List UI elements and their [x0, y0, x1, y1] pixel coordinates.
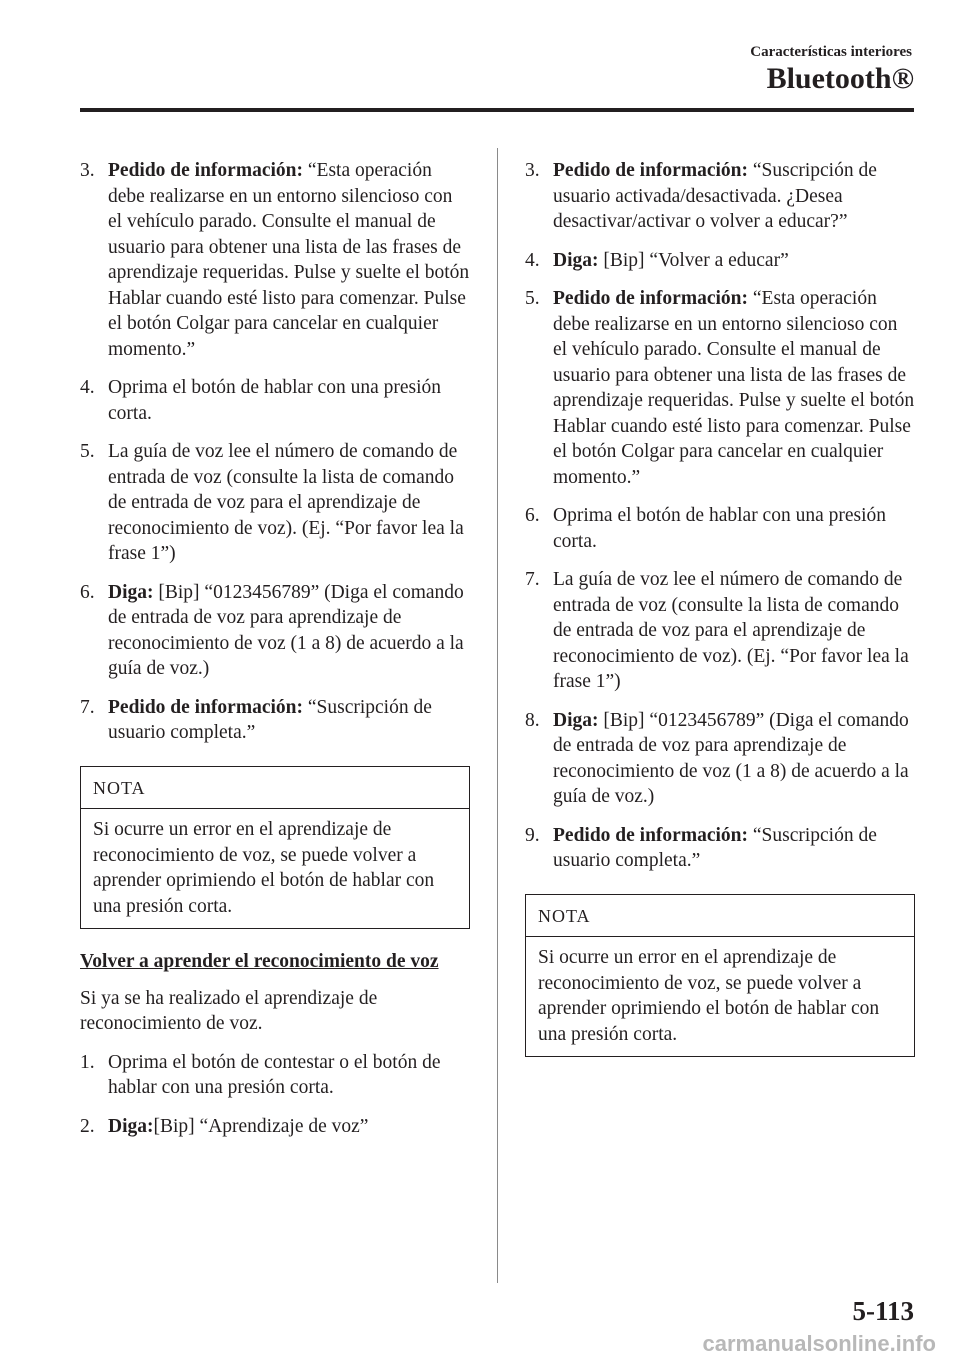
- watermark-text: carmanualsonline.info: [702, 1331, 936, 1356]
- item-lead: Pedido de información:: [108, 696, 303, 718]
- right-steps: [525, 158, 915, 874]
- note-body: Si ocurre un error en el aprendizaje de reconocimiento de voz, se puede volver a aprender oprimiendo el botón de hablar con una presión corta.: [538, 947, 880, 1045]
- item-text: “Suscripción de usuario completa.”: [108, 696, 432, 743]
- item-number: 8.: [525, 709, 540, 731]
- note-box: [525, 894, 915, 1058]
- item-number: 9.: [525, 824, 540, 846]
- item-text: [Bip] “0123456789” (Diga el comando de entrada de voz para aprendizaje de reconocimiento de voz (1 a 8) de acuerdo a la guía de voz.): [553, 709, 909, 807]
- list-item: [80, 439, 470, 567]
- item-number: 3.: [80, 160, 95, 181]
- list-item: [80, 375, 470, 426]
- item-number: 5.: [525, 288, 540, 309]
- item-number: 1.: [80, 1051, 95, 1073]
- item-text: “Suscripción de usuario completa.”: [553, 824, 877, 871]
- item-number: 5.: [80, 441, 95, 462]
- intro-paragraph: Si ya se ha realizado el aprendizaje de reconocimiento de voz.: [80, 987, 378, 1034]
- item-text: “Esta operación debe realizarse en un entorno silencioso con el vehículo parado. Consulte el manual de usuario para obtener una lista de las frases de aprendizaje requeridas. Pulse y suelte el botón Hablar cuando esté listo para comenzar. Pulse el botón Colgar para cancelar en cualquier momento.”: [553, 288, 915, 488]
- item-number: 3.: [525, 160, 540, 181]
- item-number: 2.: [80, 1115, 95, 1137]
- list-item: [525, 708, 915, 810]
- note-body: Si ocurre un error en el aprendizaje de reconocimiento de voz, se puede volver a aprender oprimiendo el botón de hablar con una presión corta.: [93, 819, 435, 917]
- item-number: 6.: [80, 581, 95, 603]
- list-item: [80, 580, 470, 682]
- item-number: 4.: [525, 249, 540, 271]
- list-item: [525, 823, 915, 874]
- list-item: [80, 1050, 470, 1101]
- item-text: [Bip] “Aprendizaje de voz”: [153, 1115, 369, 1137]
- column-divider: [497, 148, 498, 1283]
- item-text: Oprima el botón de hablar con una presión corta.: [108, 377, 442, 424]
- item-text: “Esta operación debe realizarse en un entorno silencioso con el vehículo parado. Consulte el manual de usuario para obtener una lista de las frases de aprendizaje requeridas. Pulse y suelte el botón Hablar cuando esté listo para comenzar. Pulse el botón Colgar para cancelar en cualquier momento.”: [108, 160, 470, 360]
- item-text: Oprima el botón de contestar o el botón de hablar con una presión corta.: [108, 1051, 441, 1098]
- header-divider: [80, 108, 914, 112]
- item-lead: Diga:: [553, 709, 599, 731]
- list-item: [525, 286, 915, 490]
- item-text: La guía de voz lee el número de comando de entrada de voz (consulte la lista de comando de entrada de voz para el aprendizaje de reconocimiento de voz). (Ej. “Por favor lea la frase 1”): [553, 569, 909, 692]
- list-item: [525, 567, 915, 695]
- list-item: [525, 158, 915, 235]
- note-title: NOTA: [526, 895, 914, 938]
- item-lead: Pedido de información:: [553, 160, 748, 181]
- list-item: [80, 1114, 470, 1140]
- item-lead: Diga:: [108, 581, 154, 603]
- page-number: 5-113: [852, 1296, 914, 1326]
- item-number: 6.: [525, 505, 540, 526]
- page-title: Bluetooth®: [766, 62, 914, 95]
- item-lead: Pedido de información:: [553, 824, 748, 846]
- left-steps-top: [80, 158, 470, 746]
- item-text: “Suscripción de usuario activada/desactivada. ¿Desea desactivar/activar o volver a educar?”: [553, 160, 877, 232]
- item-number: 4.: [80, 377, 95, 398]
- item-text: Oprima el botón de hablar con una presión corta.: [553, 505, 887, 552]
- list-item: [80, 695, 470, 746]
- left-steps-bottom: [80, 1050, 470, 1140]
- section-subheading: Volver a aprender el reconocimiento de voz: [80, 951, 439, 972]
- item-number: 7.: [80, 696, 95, 718]
- item-lead: Diga:: [553, 249, 599, 271]
- list-item: [525, 248, 915, 274]
- section-header: Características interiores: [750, 44, 912, 60]
- list-item: [525, 503, 915, 554]
- item-number: 7.: [525, 569, 540, 590]
- note-box: [80, 766, 470, 930]
- item-lead: Pedido de información:: [108, 160, 303, 181]
- right-column: [525, 158, 915, 1077]
- item-text: La guía de voz lee el número de comando de entrada de voz (consulte la lista de comando de entrada de voz para el aprendizaje de reconocimiento de voz). (Ej. “Por favor lea la frase 1”): [108, 441, 464, 564]
- left-column: [80, 158, 470, 1152]
- list-item: [80, 158, 470, 362]
- note-title: NOTA: [81, 767, 469, 810]
- item-lead: Diga:: [108, 1115, 154, 1137]
- item-text: [Bip] “Volver a educar”: [598, 249, 789, 271]
- item-text: [Bip] “0123456789” (Diga el comando de entrada de voz para aprendizaje de reconocimiento de voz (1 a 8) de acuerdo a la guía de voz.): [108, 581, 464, 679]
- item-lead: Pedido de información:: [553, 288, 748, 309]
